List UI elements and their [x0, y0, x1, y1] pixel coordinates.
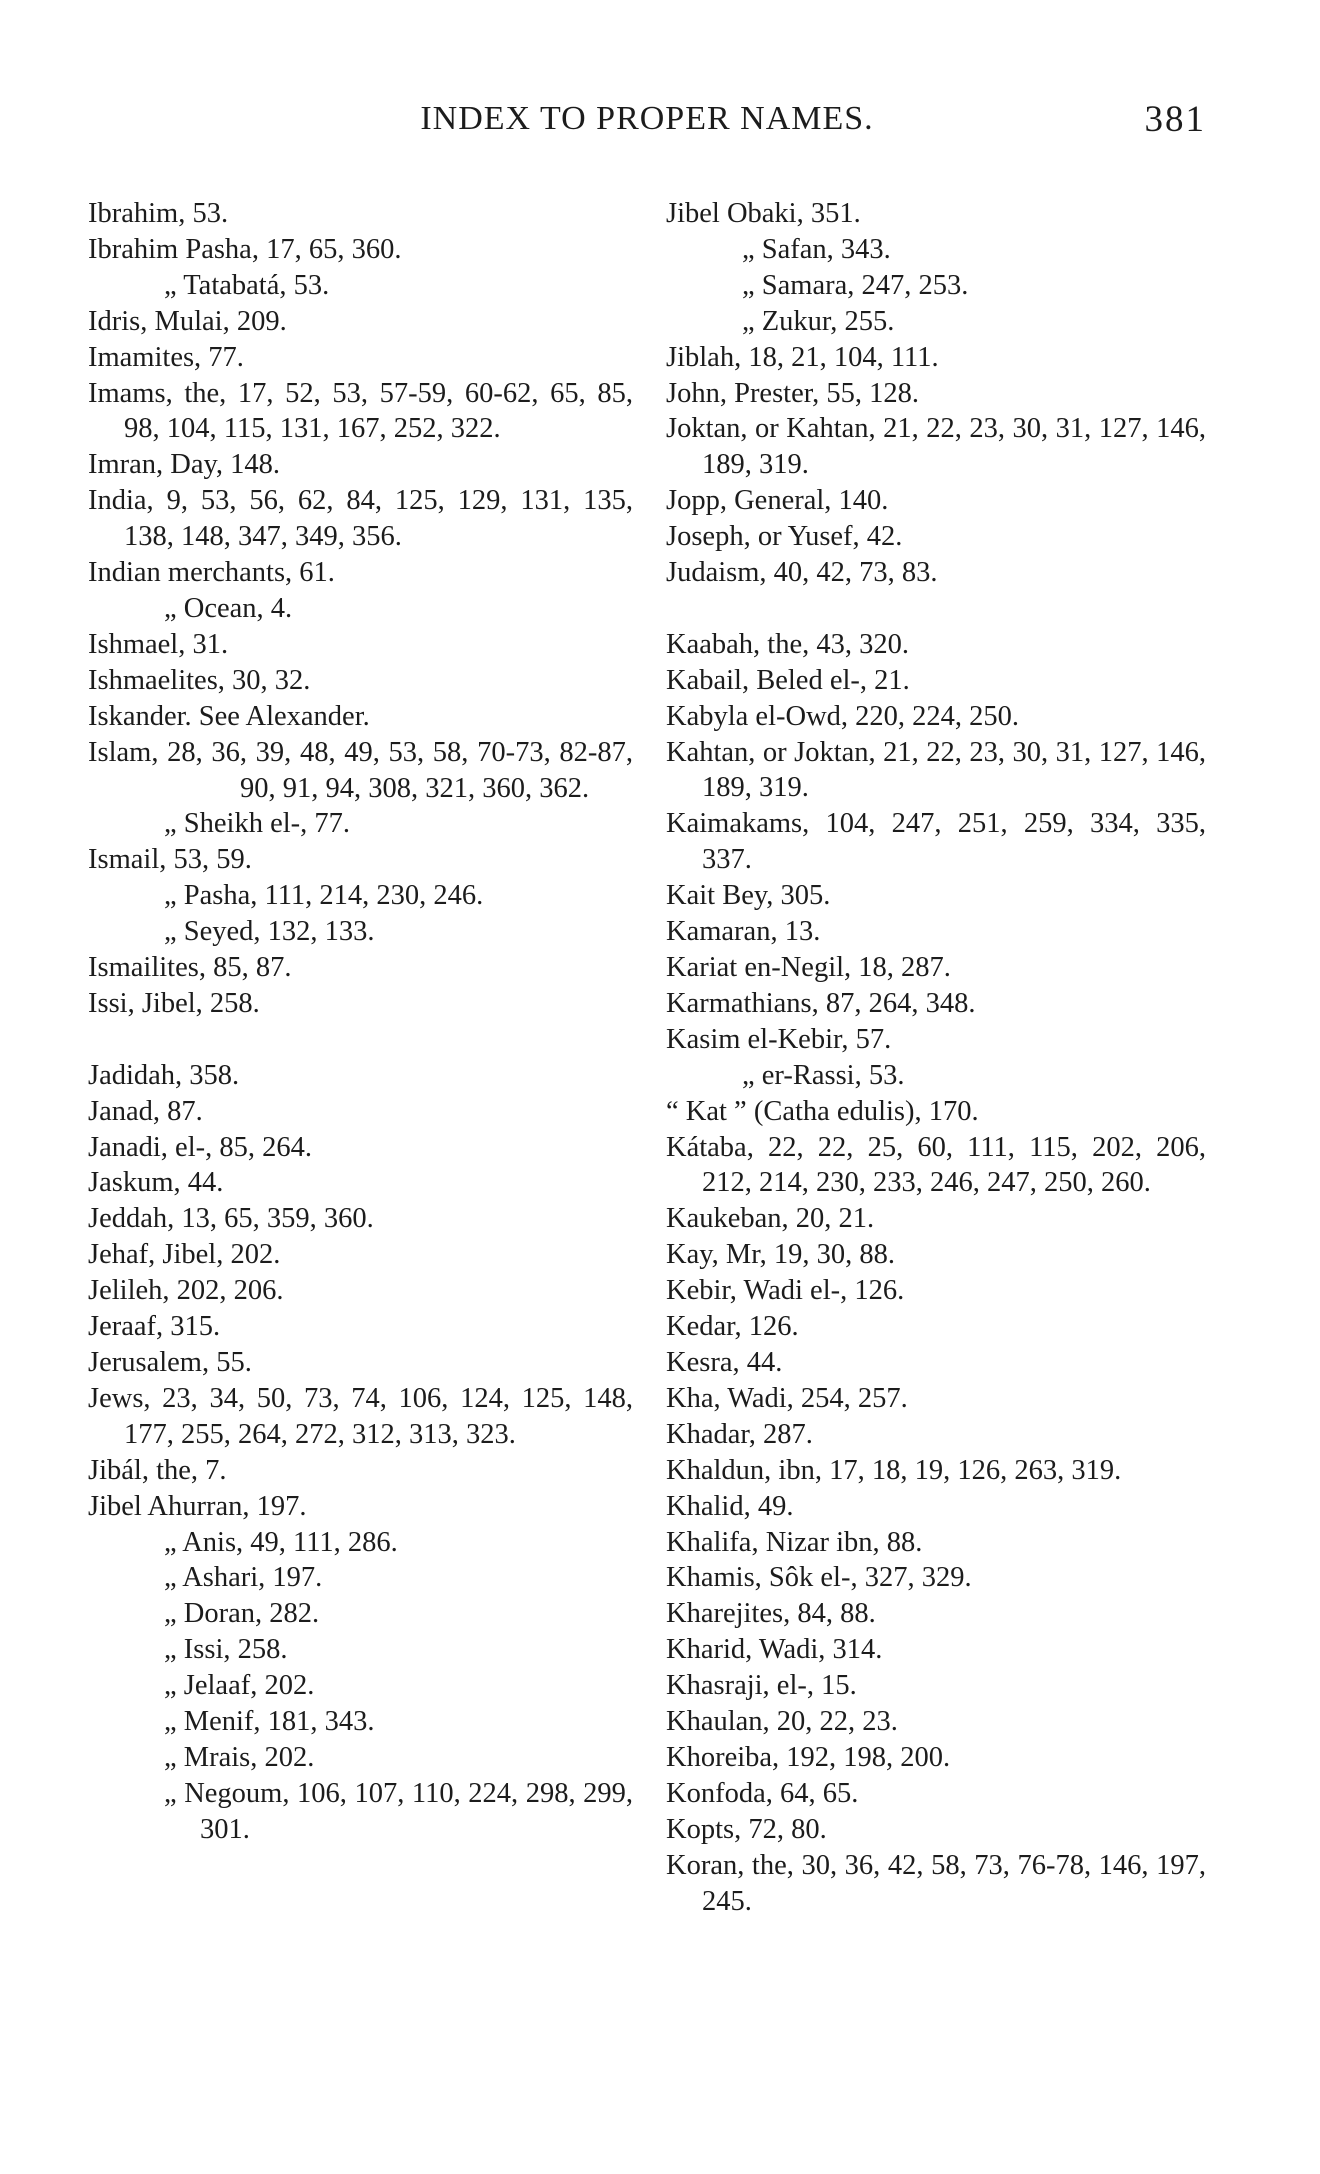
index-entry: Ibrahim, 53.	[88, 198, 229, 229]
index-entry: Kaabah, the, 43, 320.	[666, 628, 909, 660]
index-entry: Kaukeban, 20, 21.	[666, 1203, 875, 1235]
index-entry: Judaism, 40, 42, 73, 83.	[666, 557, 938, 589]
index-entry: Jeraaf, 315.	[88, 1311, 221, 1343]
index-entry: Indian merchants, 61.	[88, 557, 335, 589]
index-entry: „ Issi, 258.	[164, 1634, 288, 1666]
index-entry: Joktan, or Kahtan, 21, 22, 23, 30, 31, 127, 146, 189, 319.	[666, 413, 1206, 481]
index-entry: Janadi, el-, 85, 264.	[88, 1131, 312, 1163]
index-entry: Kharejites, 84, 88.	[666, 1598, 876, 1630]
index-entry: Khaulan, 20, 22, 23.	[666, 1706, 898, 1738]
index-entry: Kabyla el-Owd, 220, 224, 250.	[666, 700, 1020, 732]
index-entry: India, 9, 53, 56, 62, 84, 125, 129, 131, 135, 138, 148, 347, 349, 356.	[88, 485, 633, 553]
index-entry: „ Doran, 282.	[164, 1598, 320, 1630]
index-entry: „ Menif, 181, 343.	[164, 1706, 375, 1738]
index-entry: Janad, 87.	[88, 1095, 203, 1127]
index-entry: Jehaf, Jibel, 202.	[88, 1239, 281, 1271]
section-gap	[88, 1022, 633, 1058]
index-entry: Kátaba, 22, 22, 25, 60, 111, 115, 202, 206, 212, 214, 230, 233, 246, 247, 250, 260.	[666, 1131, 1206, 1199]
index-entry: „ Mrais, 202.	[164, 1741, 315, 1773]
page-title: INDEX TO PROPER NAMES.	[420, 100, 874, 137]
index-entry: Jerusalem, 55.	[88, 1346, 252, 1378]
index-entry: Jaskum, 44.	[88, 1167, 224, 1199]
index-entry: Imran, Day, 148.	[88, 449, 281, 481]
index-entry: „ Safan, 343.	[742, 233, 891, 265]
index-entry: Jopp, General, 140.	[666, 485, 889, 517]
page-number: 381	[1144, 99, 1206, 140]
index-entry: Kasim el-Kebir, 57.	[666, 1023, 892, 1055]
index-entry: Jibel Obaki, 351.	[666, 198, 861, 229]
index-entry: Kait Bey, 305.	[666, 880, 831, 912]
index-entry: Kha, Wadi, 254, 257.	[666, 1382, 908, 1414]
index-entry: Kharid, Wadi, 314.	[666, 1634, 883, 1666]
index-entry: Ishmael, 31.	[88, 628, 229, 660]
section-gap	[666, 591, 1206, 627]
index-entry: Khadar, 287.	[666, 1418, 813, 1450]
running-header	[88, 100, 1206, 144]
index-entry: Jews, 23, 34, 50, 73, 74, 106, 124, 125, 148, 177, 255, 264, 272, 312, 313, 323.	[88, 1382, 633, 1450]
index-entry: „ Negoum, 106, 107, 110, 224, 298, 299, 301.	[164, 1777, 633, 1845]
index-entry: „ Samara, 247, 253.	[742, 269, 969, 301]
index-entry: Kamaran, 13.	[666, 916, 821, 948]
index-entry: „ Sheikh el-, 77.	[164, 808, 351, 840]
index-entry: Kay, Mr, 19, 30, 88.	[666, 1239, 895, 1271]
index-entry: „ Anis, 49, 111, 286.	[164, 1526, 398, 1558]
index-entry: Joseph, or Yusef, 42.	[666, 521, 903, 553]
index-entry: Khoreiba, 192, 198, 200.	[666, 1741, 951, 1773]
index-entry: Jiblah, 18, 21, 104, 111.	[666, 341, 939, 373]
index-entry: „ Zukur, 255.	[742, 305, 895, 337]
index-entry: “ Kat ” (Catha edulis), 170.	[666, 1095, 979, 1127]
index-entry: Khaldun, ibn, 17, 18, 19, 126, 263, 319.	[666, 1454, 1122, 1486]
index-entry: Iskander. See Alexander.	[88, 700, 370, 732]
index-entry: Khamis, Sôk el-, 327, 329.	[666, 1562, 972, 1594]
index-column-right	[666, 196, 1206, 1919]
index-entry: Khasraji, el-, 15.	[666, 1670, 857, 1702]
index-entry: Jadidah, 358.	[88, 1059, 240, 1091]
index-entry: Ibrahim Pasha, 17, 65, 360.	[88, 233, 402, 265]
index-entry: Khalid, 49.	[666, 1490, 794, 1522]
index-entry: Jeddah, 13, 65, 359, 360.	[88, 1203, 374, 1235]
index-entry: Kebir, Wadi el-, 126.	[666, 1275, 905, 1307]
index-entry: „ er-Rassi, 53.	[742, 1059, 905, 1091]
index-entry: Kariat en-Negil, 18, 287.	[666, 952, 951, 984]
index-entry: Khalifa, Nizar ibn, 88.	[666, 1526, 923, 1558]
index-entry: Jibál, the, 7.	[88, 1454, 227, 1486]
index-entry: „ Jelaaf, 202.	[164, 1670, 315, 1702]
index-entry: Ismail, 53, 59.	[88, 844, 252, 876]
index-entry: Issi, Jibel, 258.	[88, 987, 260, 1019]
index-entry: Jibel Ahurran, 197.	[88, 1490, 307, 1522]
index-entry: Kesra, 44.	[666, 1346, 783, 1378]
index-column-left	[88, 196, 633, 1848]
index-entry: „ Tatabatá, 53.	[164, 269, 330, 301]
index-entry: Kahtan, or Joktan, 21, 22, 23, 30, 31, 127, 146, 189, 319.	[666, 736, 1206, 804]
index-entry: „ Pasha, 111, 214, 230, 246.	[164, 880, 484, 912]
index-entry: „ Ocean, 4.	[164, 592, 293, 624]
index-entry: Kabail, Beled el-, 21.	[666, 664, 910, 696]
index-entry: Koran, the, 30, 36, 42, 58, 73, 76-78, 146, 197, 245.	[666, 1849, 1206, 1917]
index-entry: Ismailites, 85, 87.	[88, 952, 292, 984]
index-entry: Ishmaelites, 30, 32.	[88, 664, 311, 696]
index-entry: Islam, 28, 36, 39, 48, 49, 53, 58, 70-73, 82-87, 90, 91, 94, 308, 321, 360, 362.	[88, 736, 633, 804]
index-entry: Imams, the, 17, 52, 53, 57-59, 60-62, 65, 85, 98, 104, 115, 131, 167, 252, 322.	[88, 377, 633, 445]
index-entry: Idris, Mulai, 209.	[88, 305, 287, 337]
index-entry: Kedar, 126.	[666, 1311, 799, 1343]
index-entry: John, Prester, 55, 128.	[666, 377, 919, 409]
index-entry: „ Ashari, 197.	[164, 1562, 323, 1594]
index-entry: Jelileh, 202, 206.	[88, 1275, 284, 1307]
index-entry: Kopts, 72, 80.	[666, 1813, 827, 1845]
index-entry: Konfoda, 64, 65.	[666, 1777, 859, 1809]
index-entry: „ Seyed, 132, 133.	[164, 916, 375, 948]
index-entry: Kaimakams, 104, 247, 251, 259, 334, 335, 337.	[666, 808, 1206, 876]
index-entry: Imamites, 77.	[88, 341, 244, 373]
index-entry: Karmathians, 87, 264, 348.	[666, 987, 976, 1019]
